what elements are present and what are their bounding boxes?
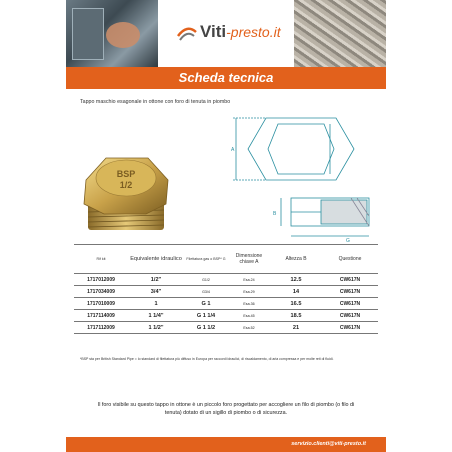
- brand-name: Viti: [200, 22, 227, 41]
- plug-marking-size: 1/2: [119, 180, 133, 190]
- screws-photo: [294, 0, 386, 67]
- plug-marking-top: BSP: [116, 169, 136, 179]
- dimension-a-label: A: [231, 147, 235, 153]
- hexagon-top-view-drawing: [226, 110, 376, 188]
- banner-title: Scheda tecnica: [178, 70, 274, 85]
- table-row: 1717112009 1 1/2" G 1 1/2 Esa.52 21 CW617N: [74, 322, 378, 334]
- technical-sheet-page: [66, 0, 386, 452]
- col-header-ref: Rif kit: [74, 245, 128, 274]
- bsp-footnote: *BSP sta per British Standard Pipe = lo standard di filettatura più diffuso in Europa per raccordi idraulici, di riscaldamento, di aria compressa e per molte reti di fluidi.: [80, 357, 334, 361]
- header: [66, 0, 386, 67]
- col-header-equivalent: Equivalente idraulico: [128, 245, 184, 274]
- side-section-drawing: [221, 192, 381, 244]
- product-subtitle: Tappo maschio esagonale in ottone con foro di tenuta in piombo: [80, 99, 231, 105]
- logo-swoosh-icon: [176, 22, 198, 44]
- tools-photo: [66, 0, 158, 67]
- col-header-height: Altezza B: [270, 245, 322, 274]
- table-row: 1717012009 1/2" G1/2 Esa.24 12.5 CW617N: [74, 274, 378, 286]
- table-row: 1717034009 3/4" G3/4 Esa.29 14 CW617N: [74, 286, 378, 298]
- table-header-row: [74, 245, 378, 274]
- col-header-thread: Filettatura gas o BSP* G: [184, 245, 228, 274]
- table-row: 1717114009 1 1/4" G 1 1/4 Esa.45 18.5 CW617N: [74, 310, 378, 322]
- col-header-key: Dimensione chiave A: [228, 245, 270, 274]
- spec-table: [74, 244, 378, 334]
- footer-bar: [66, 437, 386, 452]
- brand-logo: [158, 0, 294, 67]
- title-banner: [66, 67, 386, 89]
- brand-suffix: -presto.it: [226, 24, 281, 40]
- table-row: 1717010009 1 G 1 Esa.36 16.5 CW617N: [74, 298, 378, 310]
- customer-service-email-link[interactable]: servizio.clienti@viti-presto.it: [291, 441, 366, 447]
- dimension-b-label: B: [273, 211, 277, 217]
- col-header-material: Questione: [322, 245, 378, 274]
- brass-plug-photo: [76, 142, 176, 242]
- thread-g-label: G: [346, 238, 350, 244]
- product-description: Il foro visibile su questo tappo in ottone è un piccolo foro progettato per accogliere un filo di piombo (o filo di tenuta) dotato di un sigillo di piombo o di sicurezza.: [97, 402, 355, 416]
